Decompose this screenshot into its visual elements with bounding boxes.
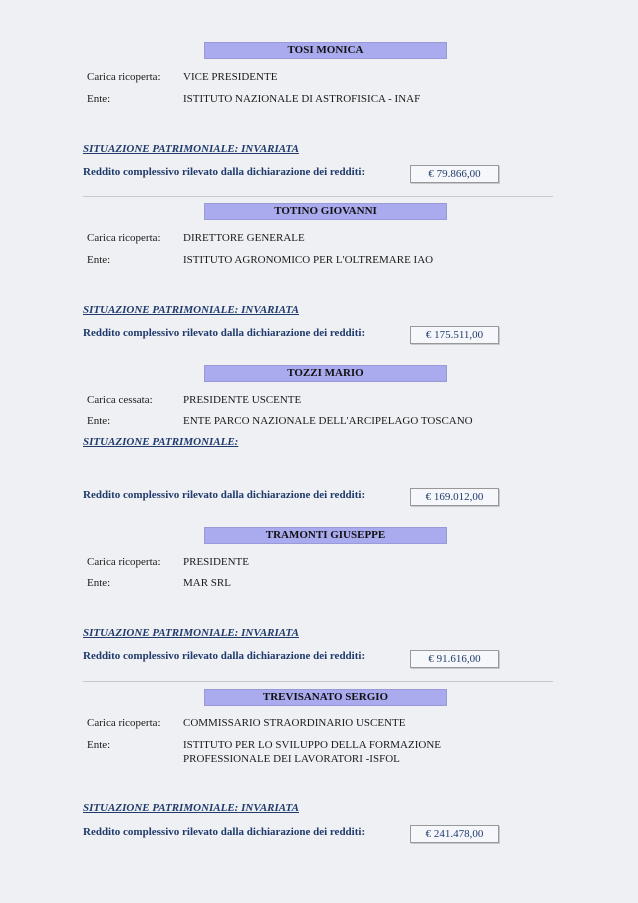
reddito-value: € 241.478,00 [410, 825, 499, 843]
reddito-value: € 169.012,00 [410, 488, 499, 506]
person-name-header: TRAMONTI GIUSEPPE [204, 527, 447, 544]
ente-value: ISTITUTO NAZIONALE DI ASTROFISICA - INAF [183, 93, 421, 105]
reddito-label: Reddito complessivo rilevato dalla dichiarazione dei redditi: [83, 826, 366, 838]
ente-label: Ente: [87, 93, 111, 105]
separator [83, 196, 553, 197]
ente-label: Ente: [87, 254, 111, 266]
ente-value: MAR SRL [183, 577, 231, 589]
ente-value: ENTE PARCO NAZIONALE DELL'ARCIPELAGO TOSCANO [183, 415, 473, 427]
person-name-header: TREVISANATO SERGIO [204, 689, 447, 706]
ente-label: Ente: [87, 415, 111, 427]
role-value: DIRETTORE GENERALE [183, 232, 305, 244]
separator [83, 681, 553, 682]
role-label: Carica ricoperta: [87, 556, 161, 568]
situazione-patrimoniale: SITUAZIONE PATRIMONIALE: INVARIATA [83, 304, 299, 316]
situazione-patrimoniale: SITUAZIONE PATRIMONIALE: INVARIATA [83, 627, 299, 639]
reddito-value: € 91.616,00 [410, 650, 499, 668]
ente-label: Ente: [87, 739, 111, 751]
role-label: Carica ricoperta: [87, 71, 161, 83]
role-value: PRESIDENTE [183, 556, 249, 568]
reddito-label: Reddito complessivo rilevato dalla dichiarazione dei redditi: [83, 166, 366, 178]
reddito-label: Reddito complessivo rilevato dalla dichiarazione dei redditi: [83, 327, 366, 339]
role-value: PRESIDENTE USCENTE [183, 394, 302, 406]
reddito-label: Reddito complessivo rilevato dalla dichiarazione dei redditi: [83, 650, 366, 662]
person-name-header: TOTINO GIOVANNI [204, 203, 447, 220]
reddito-value: € 79.866,00 [410, 165, 499, 183]
role-label: Carica ricoperta: [87, 717, 161, 729]
reddito-label: Reddito complessivo rilevato dalla dichiarazione dei redditi: [83, 489, 366, 501]
role-label: Carica cessata: [87, 394, 153, 406]
person-name-header: TOZZI MARIO [204, 365, 447, 382]
situazione-patrimoniale: SITUAZIONE PATRIMONIALE: INVARIATA [83, 143, 299, 155]
role-label: Carica ricoperta: [87, 232, 161, 244]
ente-label: Ente: [87, 577, 111, 589]
situazione-patrimoniale: SITUAZIONE PATRIMONIALE: INVARIATA [83, 802, 299, 814]
person-name-header: TOSI MONICA [204, 42, 447, 59]
role-value: COMMISSARIO STRAORDINARIO USCENTE [183, 717, 406, 729]
ente-value-line-2: PROFESSIONALE DEI LAVORATORI -ISFOL [183, 753, 400, 765]
ente-value: ISTITUTO AGRONOMICO PER L'OLTREMARE IAO [183, 254, 434, 266]
situazione-patrimoniale: SITUAZIONE PATRIMONIALE: [83, 436, 239, 448]
reddito-value: € 175.511,00 [410, 326, 499, 344]
role-value: VICE PRESIDENTE [183, 71, 278, 83]
ente-value-line-1: ISTITUTO PER LO SVILUPPO DELLA FORMAZIONE [183, 739, 441, 751]
